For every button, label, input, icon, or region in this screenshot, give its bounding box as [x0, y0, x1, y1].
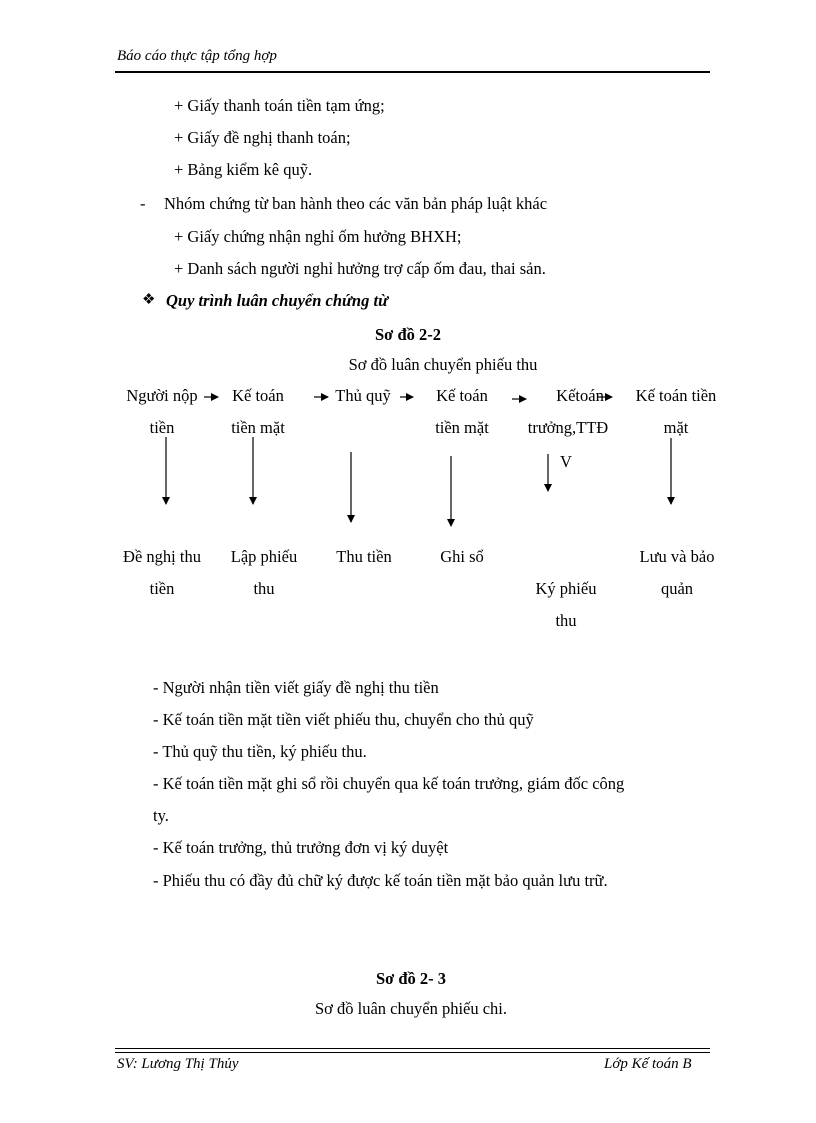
section-title: Quy trình luân chuyển chứng từ: [166, 291, 388, 310]
diagram-label: Sơ đồ 2- 3: [375, 969, 447, 988]
step-item: - Kế toán tiền mặt tiền viết phiếu thu, chuyển cho thủ quỹ: [153, 710, 534, 729]
actor-node: Kếtoán trưởng,TTĐ: [527, 386, 609, 437]
list-item: + Giấy chứng nhận nghỉ ốm hưởng BHXH;: [174, 227, 462, 246]
step-item: - Thủ quỹ thu tiền, ký phiếu thu.: [153, 742, 367, 761]
step-item-continued: ty.: [153, 806, 169, 825]
list-dash: -: [140, 194, 146, 213]
diagram-label: Sơ đồ 2-2: [375, 325, 441, 344]
footer-rule: [115, 1052, 710, 1053]
diagram-title: Sơ đồ luân chuyển phiếu chi.: [314, 999, 508, 1018]
diagram-title: Sơ đồ luân chuyển phiếu thu: [348, 355, 538, 374]
action-node: Lập phiếu thu: [230, 547, 298, 598]
list-item: + Bảng kiểm kê quỹ.: [174, 160, 313, 179]
action-node: Lưu và bảo quản: [639, 547, 715, 598]
actor-node: Người nộp tiền: [126, 386, 198, 437]
actor-node: Thủ quỹ: [335, 386, 391, 405]
actor-node-suffix: V: [560, 452, 572, 471]
footer-student: SV: Lương Thị Thủy: [117, 1056, 239, 1072]
group-heading: Nhóm chứng từ ban hành theo các văn bản pháp luật khác: [164, 194, 548, 213]
actor-node: Kế toán tiền mặt: [435, 386, 489, 437]
action-node: Thu tiền: [336, 547, 392, 566]
header-title: Báo cáo thực tập tổng hợp: [117, 48, 277, 64]
step-item: - Phiếu thu có đầy đủ chữ ký được kế toán tiền mặt bảo quản lưu trữ.: [153, 871, 608, 890]
action-node: Ghi sổ: [440, 547, 484, 566]
list-item: + Giấy thanh toán tiền tạm ứng;: [174, 96, 385, 115]
action-node: Ký phiếu thu: [535, 579, 597, 630]
step-item: - Kế toán tiền mặt ghi sổ rồi chuyển qua kế toán trưởng, giám đốc công: [153, 774, 625, 793]
footer-class: Lớp Kế toán B: [604, 1056, 692, 1072]
actor-node: Kế toán tiền mặt: [231, 386, 285, 437]
footer-rule: [115, 1048, 710, 1049]
step-item: - Người nhận tiền viết giấy đề nghị thu tiền: [153, 678, 439, 697]
list-item: + Danh sách người nghỉ hưởng trợ cấp ốm đau, thai sản.: [174, 259, 546, 278]
step-item: - Kế toán trưởng, thủ trưởng đơn vị ký duyệt: [153, 838, 449, 857]
list-item: + Giấy đề nghị thanh toán;: [174, 128, 351, 147]
diamond-bullet-icon: ❖: [142, 292, 156, 308]
actor-node: Kế toán tiền mặt: [635, 386, 717, 437]
action-node: Đề nghị thu tiền: [123, 547, 201, 598]
